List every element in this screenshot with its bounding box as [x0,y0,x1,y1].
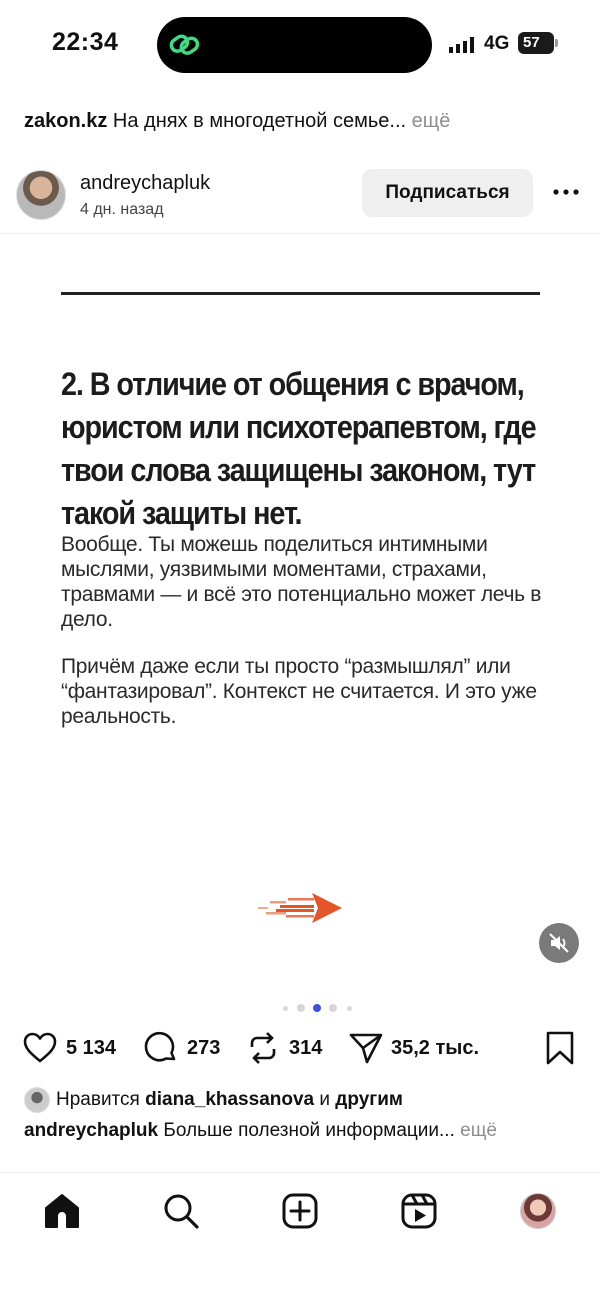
slide-divider [61,292,540,295]
caption-more[interactable]: ещё [460,1120,497,1141]
liked-by-user[interactable]: diana_khassanova [145,1089,315,1111]
reels-icon [399,1191,439,1231]
nav-create[interactable] [280,1191,320,1231]
repost-icon [245,1030,281,1066]
liker-avatar [24,1087,50,1113]
network-type: 4G [484,33,510,54]
battery-icon [518,32,558,54]
link-icon [167,27,203,63]
repost-button[interactable] [245,1030,335,1066]
slide-title: 2. В отличие от общения с врачом, юристом или психотерапевтом, где твои слова защищены законом, тут такой защиты нет. [61,366,536,531]
author-avatar[interactable] [16,170,66,220]
author-username[interactable]: andreychapluk [80,172,211,194]
speaker-off-icon [548,932,570,954]
nav-search[interactable] [161,1191,201,1231]
liked-by-others[interactable]: другим [335,1089,403,1111]
previous-post-caption[interactable] [24,110,450,133]
liked-by-conj: и [319,1089,331,1111]
liked-by[interactable] [24,1087,403,1113]
caption-username[interactable]: andreychapluk [24,1120,159,1141]
nav-profile-avatar[interactable] [520,1193,556,1229]
bottom-nav [0,1172,600,1300]
home-icon [42,1191,82,1231]
share-button[interactable] [348,1030,498,1066]
status-bar [0,0,600,90]
status-time: 22:34 [52,28,119,56]
caption-text: Больше полезной информации... [163,1120,455,1141]
previous-post-username[interactable]: zakon.kz [24,110,108,132]
carousel-dot [329,1004,337,1012]
carousel-dot [347,1006,352,1011]
battery-percent: 57 [523,34,540,51]
comment-icon [143,1030,179,1066]
previous-post-more[interactable]: ещё [411,110,451,132]
nav-reels[interactable] [399,1191,439,1231]
mute-button[interactable] [539,923,579,963]
liked-by-prefix: Нравится [56,1089,140,1111]
signal-icon [449,37,477,53]
search-icon [161,1191,201,1231]
carousel-dot [313,1004,321,1012]
like-count: 5 134 [66,1037,117,1059]
slide-paragraph-2: Причём даже если ты просто “размышлял” или “фантазировал”. Контекст не считается. И это уже реальность. [61,655,537,728]
arrow-right-icon [256,891,344,925]
post-time: 4 дн. назад [80,201,164,218]
repost-count: 314 [289,1037,323,1059]
like-button[interactable] [22,1030,132,1066]
more-options-icon[interactable] [552,182,580,202]
carousel-dot [297,1004,305,1012]
subscribe-button[interactable]: Подписаться [362,169,533,217]
bookmark-icon [545,1030,575,1066]
nav-home[interactable] [42,1191,82,1231]
post-caption[interactable] [24,1120,497,1142]
create-icon [280,1191,320,1231]
post-header [0,160,600,234]
comment-count: 273 [187,1037,221,1059]
heart-icon [22,1030,58,1066]
comment-button[interactable] [143,1030,233,1066]
post-slide[interactable] [0,235,600,995]
previous-post-text: На днях в многодетной семье... [112,110,407,132]
carousel-dot [283,1006,288,1011]
dynamic-island [157,17,432,73]
post-actions [0,1028,600,1070]
carousel-indicator [281,1002,351,1014]
send-icon [348,1030,384,1066]
slide-paragraph-1: Вообще. Ты можешь поделиться интимными мыслями, уязвимыми моментами, страхами, травмами — и всё это потенциально может лечь в дело. [61,533,542,631]
share-count: 35,2 тыс. [391,1037,480,1059]
save-button[interactable] [545,1030,575,1066]
